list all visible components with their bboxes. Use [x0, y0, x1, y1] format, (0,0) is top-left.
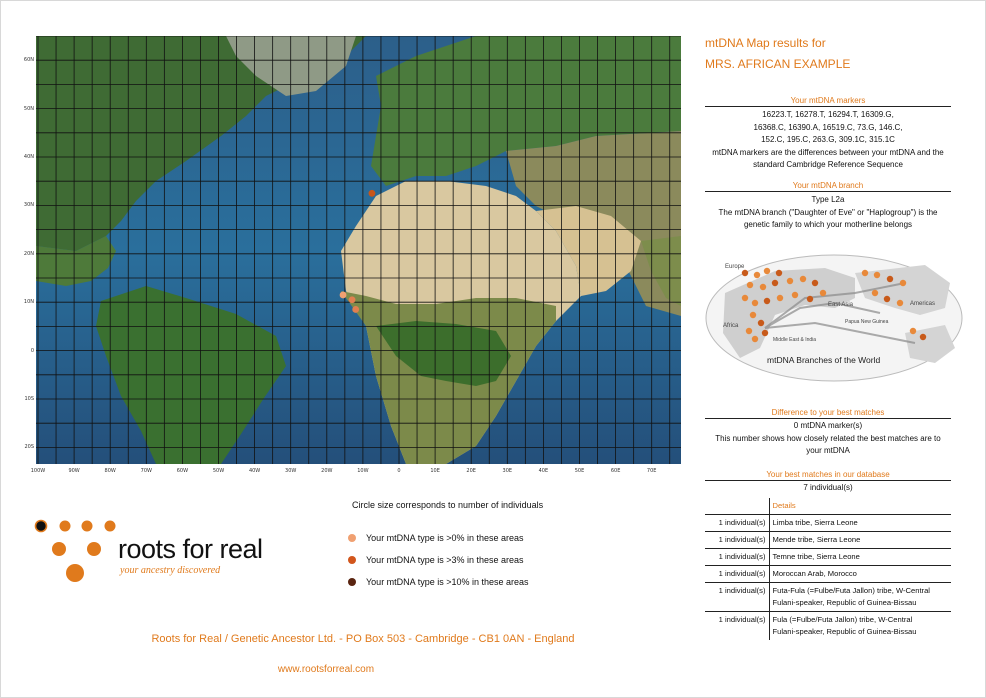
matches-header-row — [705, 498, 951, 515]
markers-section — [705, 96, 951, 172]
latitude-label: 60N — [23, 57, 34, 64]
branch-type: Type L2a — [811, 195, 845, 204]
region-label-east-asia: East Asia — [828, 302, 854, 308]
latitude-label: 30N — [23, 202, 34, 209]
branch-dot — [807, 296, 813, 302]
branch-dot — [742, 295, 748, 301]
branch-dot — [776, 270, 782, 276]
markers-note-2: standard Cambridge Reference Sequence — [753, 160, 903, 169]
branch-dot — [787, 278, 793, 284]
branch-dot — [760, 284, 766, 290]
match-detail — [769, 612, 951, 641]
match-detail-line-2: Fulani-speaker, Republic of Guinea-Bissau — [772, 627, 917, 636]
region-label-europe: Europe — [725, 264, 745, 270]
longitude-label: 60E — [610, 468, 621, 474]
branch-note-1: The mtDNA branch ("Daughter of Eve" or "Haplogroup") is the — [718, 207, 938, 217]
longitude-label: 10W — [357, 468, 369, 474]
longitude-label: 90W — [68, 468, 80, 474]
branch-dot — [762, 330, 768, 336]
location-marker[interactable] — [369, 190, 376, 197]
report-title: mtDNA Map results for — [705, 36, 826, 50]
longitude-label: 0 — [397, 468, 401, 474]
difference-note-2: your mtDNA — [806, 446, 850, 455]
branch-note-2: genetic family to which your motherline belongs — [743, 220, 913, 229]
branch-dot — [764, 298, 770, 304]
latitude-label: 50N — [23, 105, 34, 112]
match-count: 1 individual(s) — [705, 515, 769, 532]
longitude-label: 80W — [104, 468, 116, 474]
match-detail-line-1: Futa-Fula (=Fulbe/Futa Jallon) tribe, W-Central — [772, 586, 930, 595]
logo-wordmark: roots for real — [118, 534, 263, 564]
latitude-label: 40N — [23, 154, 34, 160]
branch-dot — [887, 276, 893, 282]
branch-dot — [884, 296, 890, 302]
longitude-label: 50E — [574, 468, 585, 474]
legend-dot-mid — [348, 556, 356, 564]
legend-item-mid — [348, 555, 524, 565]
match-row — [705, 566, 951, 583]
branch-dot — [746, 328, 752, 334]
markers-line-3: 152.C, 195.C, 263.G, 309.1C, 315.1C — [761, 135, 895, 144]
difference-heading: Difference to your best matches — [705, 408, 951, 419]
branch-dot — [752, 300, 758, 306]
markers-heading: Your mtDNA markers — [705, 96, 951, 107]
latitude-label: 20N — [23, 250, 34, 257]
match-count: 1 individual(s) — [705, 566, 769, 583]
map-canvas — [36, 36, 681, 464]
count-header-cell — [705, 498, 769, 515]
branch-dot — [820, 290, 826, 296]
match-count: 1 individual(s) — [705, 532, 769, 549]
longitude-label: 20E — [466, 468, 476, 474]
branch-dot — [862, 270, 868, 276]
region-label-middle-east: Middle East & India — [773, 337, 817, 343]
legend-label-mid: Your mtDNA type is >3% in these areas — [366, 555, 524, 565]
matches-total: 7 individual(s) — [803, 483, 853, 492]
footer-address: Roots for Real / Genetic Ancestor Ltd. - PO Box 503 - Cambridge - CB1 0AN - England — [151, 633, 575, 645]
branch-dot — [920, 334, 926, 340]
difference-note-1: This number shows how closely related the best matches are to — [715, 433, 941, 443]
location-marker[interactable] — [349, 296, 356, 303]
difference-section — [705, 408, 951, 458]
legend-item-low — [348, 533, 524, 543]
match-detail-line-1: Temne tribe, Sierra Leone — [772, 552, 860, 561]
longitude-label: 50W — [212, 468, 225, 474]
legend-item-high — [348, 577, 529, 587]
branch-dot — [872, 290, 878, 296]
branch-dot — [742, 270, 748, 276]
markers-line-1: 16223.T, 16278.T, 16294.T, 16309.G, — [762, 110, 894, 119]
match-row — [705, 612, 951, 641]
legend-label-low: Your mtDNA type is >0% in these areas — [366, 533, 524, 543]
region-label-papua: Papua New Guinea — [845, 319, 889, 325]
match-row — [705, 515, 951, 532]
longitude-label: 100W — [30, 468, 46, 474]
branch-dot — [910, 328, 916, 334]
branch-dot — [772, 280, 778, 286]
match-detail — [769, 515, 951, 532]
latitude-label: 10S — [24, 396, 34, 402]
branch-dot — [897, 300, 903, 306]
match-detail-line-2: Fulani-speaker, Republic of Guinea-Bissau — [772, 598, 917, 607]
longitude-label: 10E — [430, 468, 440, 474]
match-detail — [769, 549, 951, 566]
branch-heading: Your mtDNA branch — [705, 181, 951, 192]
region-label-africa: Africa — [723, 323, 739, 329]
match-detail — [769, 532, 951, 549]
longitude-label: 40E — [538, 468, 549, 474]
markers-note-1: mtDNA markers are the differences between your mtDNA and the — [712, 147, 944, 157]
details-header: Details — [769, 498, 951, 515]
longitude-label: 70W — [140, 468, 152, 474]
logo-tagline: your ancestry discovered — [120, 565, 221, 576]
match-row — [705, 583, 951, 612]
legend-title: Circle size corresponds to number of individuals — [352, 500, 544, 510]
location-marker[interactable] — [340, 292, 347, 299]
match-count: 1 individual(s) — [705, 612, 769, 641]
matches-heading: Your best matches in our database — [705, 470, 951, 481]
branch-dot — [900, 280, 906, 286]
matches-section — [705, 470, 951, 495]
branch-dot — [752, 336, 758, 342]
branch-dot — [874, 272, 880, 278]
difference-value: 0 mtDNA marker(s) — [793, 421, 863, 430]
match-row — [705, 549, 951, 566]
legend-dot-low — [348, 534, 356, 542]
match-detail — [769, 566, 951, 583]
client-name: MRS. AFRICAN EXAMPLE — [705, 57, 851, 71]
world-map-caption: mtDNA Branches of the World — [767, 355, 881, 365]
mtdna-branches-map — [705, 253, 963, 383]
footer-website[interactable]: www.rootsforreal.com — [277, 664, 375, 675]
match-detail-line-1: Mende tribe, Sierra Leone — [772, 535, 861, 544]
match-detail-line-1: Limba tribe, Sierra Leone — [772, 518, 858, 527]
latitude-label: 0 — [30, 347, 34, 354]
legend-dot-high — [348, 578, 356, 586]
longitude-label: 60W — [176, 468, 189, 474]
latitude-label: 20S — [24, 444, 34, 451]
branch-dot — [758, 320, 764, 326]
latitude-label: 10N — [23, 299, 34, 306]
match-detail — [769, 583, 951, 612]
branch-dot — [764, 268, 770, 274]
longitude-label: 20W — [321, 468, 333, 474]
main-map — [36, 36, 681, 464]
matches-table — [705, 498, 951, 640]
longitude-label: 30E — [502, 468, 513, 474]
branch-dot — [750, 312, 756, 318]
legend-label-high: Your mtDNA type is >10% in these areas — [366, 577, 529, 587]
branch-dot — [747, 282, 753, 288]
longitude-label: 30W — [285, 468, 297, 474]
branch-dot — [792, 292, 798, 298]
region-label-americas: Americas — [910, 301, 936, 307]
match-detail-line-1: Fula (=Fulbe/Futa Jallon) tribe, W-Central — [772, 615, 913, 624]
branch-dot — [754, 272, 760, 278]
markers-line-2: 16368.C, 16390.A, 16519.C, 73.G, 146.C, — [753, 122, 903, 132]
branch-dot — [812, 280, 818, 286]
longitude-label: 40W — [248, 468, 261, 474]
match-detail-line-1: Moroccan Arab, Morocco — [772, 569, 857, 578]
longitude-label: 70E — [646, 468, 657, 474]
match-count: 1 individual(s) — [705, 583, 769, 612]
branch-dot — [800, 276, 806, 282]
location-marker[interactable] — [352, 306, 359, 313]
branch-section — [705, 181, 951, 232]
match-row — [705, 532, 951, 549]
branch-dot — [777, 295, 783, 301]
match-count: 1 individual(s) — [705, 549, 769, 566]
